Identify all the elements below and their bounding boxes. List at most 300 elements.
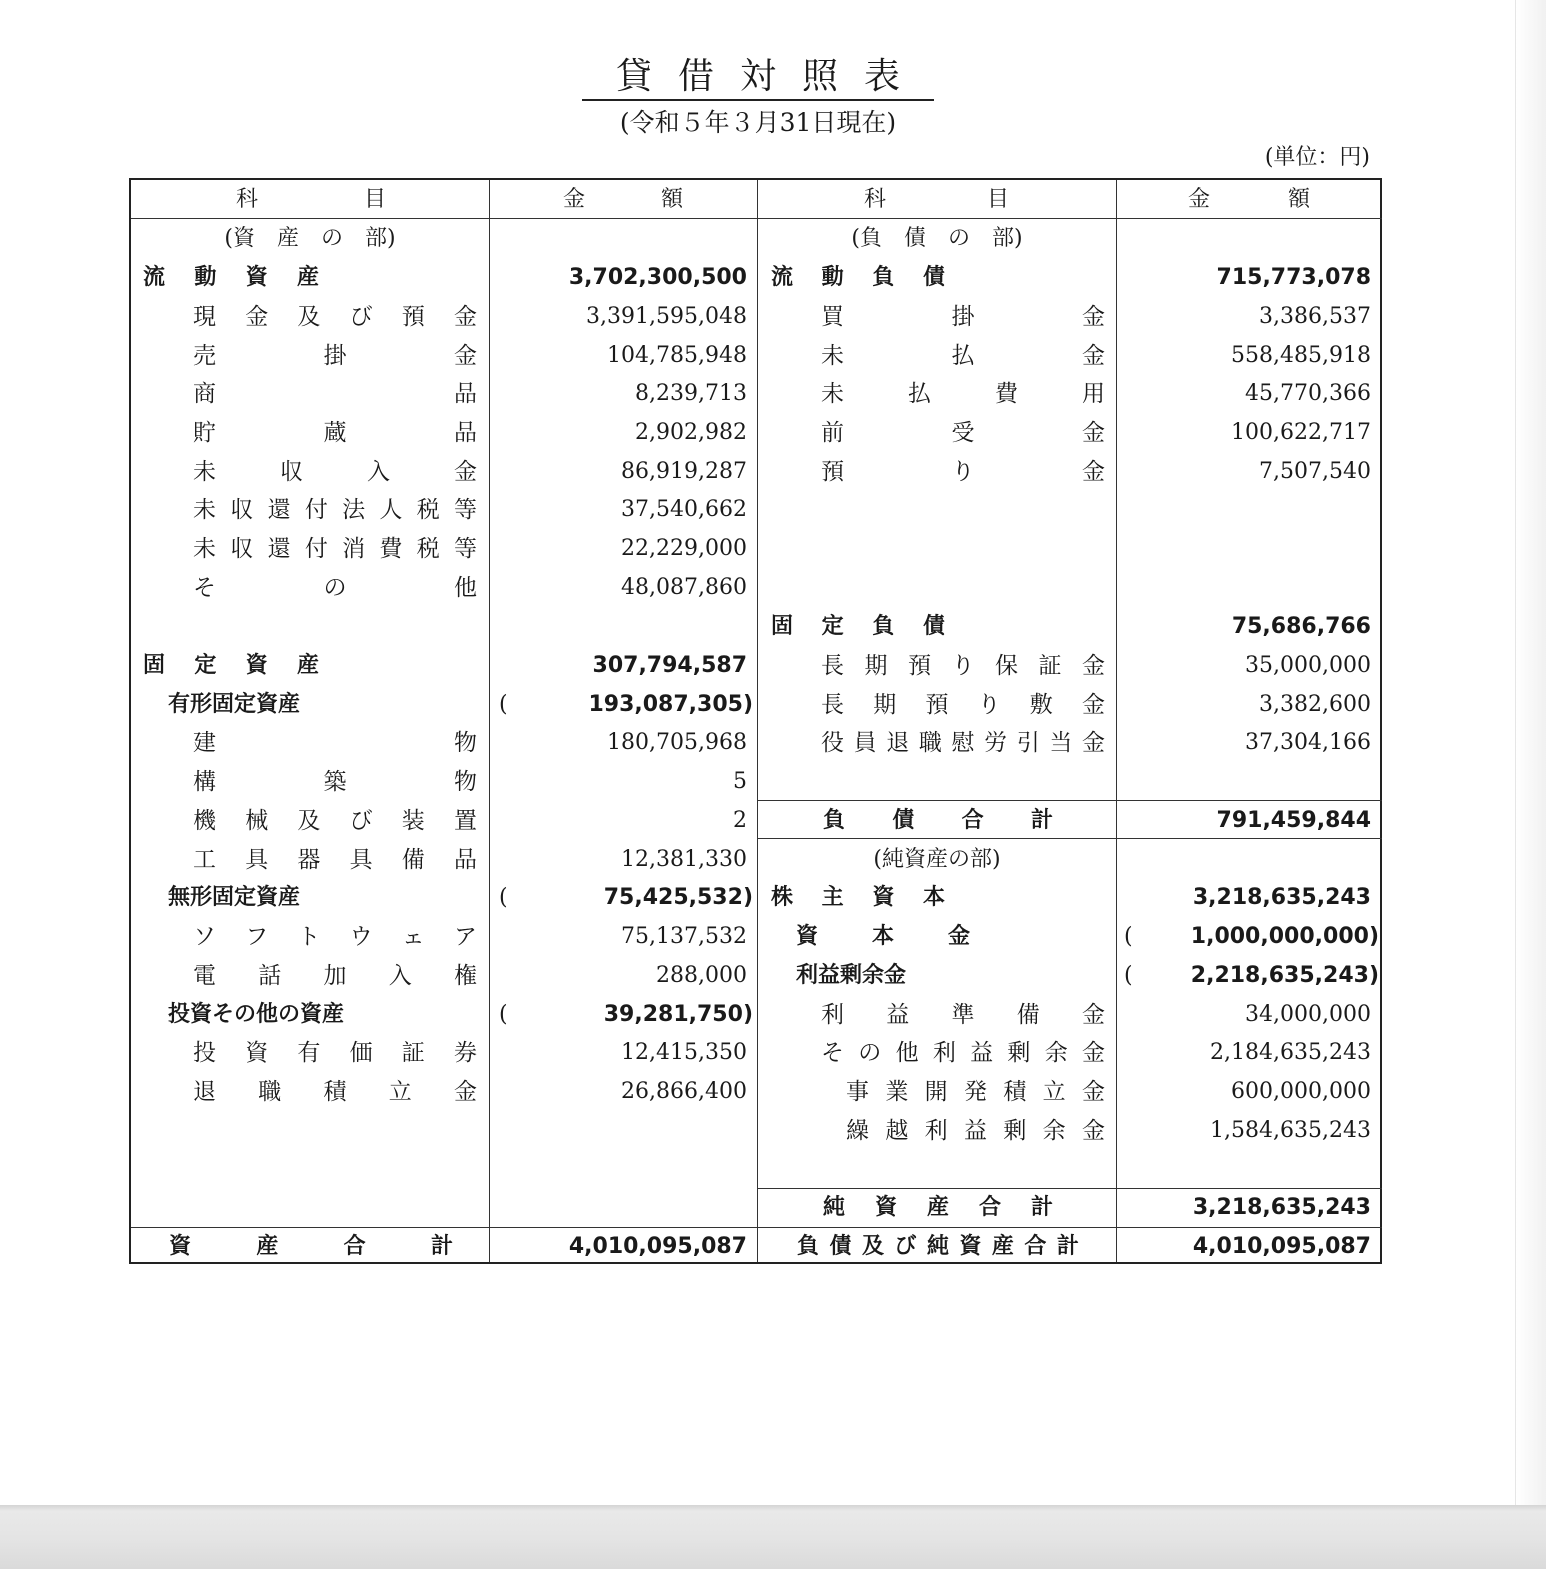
label-char: 敷 [1029, 692, 1053, 718]
asset-item-amount: 12,415,350 [621, 1040, 747, 1065]
asset-item-amount: 86,919,287 [621, 459, 747, 484]
col-header-amount-right [1188, 181, 1310, 219]
label-char: 資 [959, 1234, 982, 1259]
label-char: 利 [924, 1118, 948, 1144]
label-char: 債 [829, 1234, 852, 1259]
label-char: 産 [256, 1234, 279, 1259]
label-char: 付 [304, 536, 328, 562]
label-char: 株 [771, 885, 794, 910]
label-char: 業 [885, 1079, 909, 1105]
label-char: 掛 [951, 304, 975, 330]
equity-item-label [846, 1073, 1105, 1111]
equity-item-label [821, 1034, 1105, 1072]
asset-item-label [193, 375, 477, 413]
label-char: 収 [280, 459, 303, 485]
label-char: 益 [886, 1002, 910, 1028]
label-char: の [323, 575, 347, 601]
label-char: 建 [193, 730, 216, 756]
label-char: ト [297, 924, 321, 950]
retained-earnings-label: 利益剰余金 [796, 963, 907, 988]
label-char: 剰 [1007, 1040, 1031, 1066]
label-char: 準 [951, 1002, 975, 1028]
label-char: 流 [771, 265, 794, 290]
label-char: 預 [908, 653, 931, 679]
label-char: 金 [1081, 1040, 1105, 1066]
liability-item-label [821, 298, 1105, 336]
label-char: 純 [823, 1195, 846, 1220]
label-char: 科 [864, 187, 887, 212]
label-char: 金 [563, 187, 586, 212]
label-char: 資 [872, 885, 895, 910]
current-assets-amount: 3,702,300,500 [568, 265, 747, 290]
equity-item-amount: 1,584,635,243 [1210, 1118, 1371, 1143]
label-char: 資 [169, 1234, 192, 1259]
asset-item-label [193, 724, 477, 762]
liability-item-label [821, 375, 1105, 413]
current-assets-label [143, 259, 319, 297]
label-char: 預 [925, 692, 949, 718]
label-char: そ [821, 1040, 844, 1066]
current-liabilities-label [771, 259, 945, 297]
balance-sheet-table [129, 178, 1382, 1264]
label-char: 価 [349, 1040, 373, 1066]
fixed-liabilities-label [771, 608, 945, 646]
tangible-assets-amount: 193,087,305) [588, 692, 753, 717]
liability-item-amount: 100,622,717 [1231, 420, 1371, 445]
asset-item-label [193, 802, 477, 840]
label-char: 利 [821, 1002, 844, 1028]
liability-item-amount: 35,000,000 [1245, 653, 1371, 678]
assets-section-title: (資 産 の 部) [224, 226, 396, 251]
asset-item-amount: 8,239,713 [635, 381, 747, 406]
label-char: 預 [401, 304, 425, 330]
document-date: (令和５年３月31日現在) [619, 108, 897, 137]
asset-item-label [193, 569, 477, 607]
label-char: 主 [821, 885, 844, 910]
label-char: 動 [194, 265, 217, 290]
label-char: そ [193, 575, 216, 601]
label-char: 金 [1082, 459, 1105, 485]
label-char: 投 [193, 1040, 216, 1066]
label-char: 資 [245, 265, 268, 290]
label-char: 金 [1188, 187, 1211, 212]
label-char: 益 [970, 1040, 994, 1066]
label-char: 合 [961, 808, 984, 833]
label-char: 資 [245, 1040, 269, 1066]
label-char: 金 [1082, 653, 1105, 679]
label-char: 還 [267, 497, 291, 523]
col-divider-2 [757, 180, 758, 1262]
label-char: 慰 [951, 730, 975, 756]
intangible-assets-amount: 75,425,532) [603, 885, 753, 910]
label-char: 動 [821, 265, 844, 290]
label-char: 貯 [193, 420, 216, 446]
label-char: 構 [193, 769, 216, 795]
label-char: 科 [236, 187, 259, 212]
label-char: 築 [323, 769, 347, 795]
label-char: 債 [892, 808, 915, 833]
label-char: 負 [872, 614, 895, 639]
asset-item-label [193, 763, 477, 801]
investments-label: 投資その他の資産 [168, 1002, 345, 1027]
net-assets-total-amount: 3,218,635,243 [1192, 1195, 1371, 1220]
label-char: 収 [230, 536, 254, 562]
label-char: 入 [367, 459, 390, 485]
liabilities-total-label [823, 802, 1053, 840]
asset-item-label [193, 841, 477, 879]
label-char: 役 [821, 730, 844, 756]
label-char: 金 [454, 1079, 477, 1105]
label-char: 立 [1042, 1079, 1066, 1105]
label-char: 蔵 [323, 420, 347, 446]
label-char: り [977, 692, 1001, 718]
label-char: 器 [297, 847, 321, 873]
label-char: 積 [1003, 1079, 1027, 1105]
liabilities-section-title: (負 債 の 部) [851, 226, 1023, 251]
label-char: 人 [379, 497, 403, 523]
label-char: 金 [1082, 1002, 1105, 1028]
label-char: 金 [1081, 1118, 1105, 1144]
label-char: 証 [401, 1040, 425, 1066]
label-char: 及 [297, 808, 321, 834]
label-char: 費 [379, 536, 403, 562]
label-char: 越 [885, 1118, 909, 1144]
label-char: 金 [1081, 692, 1105, 718]
liability-item-label [821, 453, 1105, 491]
label-char: 産 [296, 653, 319, 678]
label-char: 産 [991, 1234, 1014, 1259]
col-header-item-right [864, 181, 1009, 219]
label-char: 合 [978, 1195, 1001, 1220]
label-char: 債 [922, 614, 945, 639]
label-char: 員 [853, 730, 877, 756]
label-char: 買 [821, 304, 844, 330]
asset-item-label [193, 491, 477, 529]
label-char: 引 [1016, 730, 1040, 756]
label-char: 当 [1049, 730, 1073, 756]
open-paren: ( [499, 1002, 508, 1027]
asset-item-label [193, 337, 477, 375]
asset-item-amount: 288,000 [656, 963, 747, 988]
liability-item-amount: 558,485,918 [1231, 343, 1371, 368]
asset-item-amount: 3,391,595,048 [586, 304, 747, 329]
asset-item-label [193, 298, 477, 336]
unit-label: (単位：円) [1264, 145, 1370, 170]
label-char: 物 [454, 769, 477, 795]
retained-earnings-amount: 2,218,635,243) [1190, 963, 1379, 988]
label-char: 未 [821, 343, 844, 369]
label-char: 額 [660, 187, 683, 212]
document-title: 貸借対照表 [582, 57, 934, 101]
capital-label [796, 918, 970, 956]
label-char: 品 [453, 847, 477, 873]
asset-item-amount: 180,705,968 [607, 730, 747, 755]
asset-item-amount: 104,785,948 [607, 343, 747, 368]
label-char: 固 [771, 614, 794, 639]
label-char: 積 [323, 1079, 347, 1105]
label-char: 定 [194, 653, 217, 678]
asset-item-label [193, 1034, 477, 1072]
liability-item-amount: 7,507,540 [1259, 459, 1371, 484]
label-char: 保 [995, 653, 1018, 679]
label-char: 長 [821, 653, 844, 679]
liabilities-total-amount: 791,459,844 [1216, 808, 1371, 833]
grand-total-amount: 4,010,095,087 [1192, 1234, 1371, 1259]
label-char: 計 [430, 1234, 453, 1259]
label-char: 払 [908, 381, 931, 407]
label-char: 産 [296, 265, 319, 290]
label-char: 合 [1024, 1234, 1047, 1259]
label-char: 装 [401, 808, 425, 834]
label-char: ェ [401, 924, 425, 950]
asset-item-amount: 37,540,662 [621, 497, 747, 522]
label-char: 売 [193, 343, 216, 369]
label-char: 固 [143, 653, 166, 678]
label-char: 職 [258, 1079, 282, 1105]
label-char: 開 [924, 1079, 948, 1105]
liabilities-total-top-rule [757, 800, 1382, 801]
label-char: 未 [193, 459, 216, 485]
label-char: 負 [823, 808, 846, 833]
label-char: 合 [343, 1234, 366, 1259]
label-char: 額 [1287, 187, 1310, 212]
assets-total-amount: 4,010,095,087 [568, 1234, 747, 1259]
label-char: 税 [416, 497, 440, 523]
net-assets-total-label [823, 1189, 1053, 1227]
label-char: 加 [323, 963, 347, 989]
asset-item-amount: 12,381,330 [621, 847, 747, 872]
label-char: 資 [245, 653, 268, 678]
label-char: び [349, 304, 373, 330]
liability-item-amount: 3,386,537 [1259, 304, 1371, 329]
label-char: フ [245, 924, 269, 950]
label-char: 消 [342, 536, 366, 562]
asset-item-label [193, 1073, 477, 1111]
col-divider-3 [1116, 180, 1117, 1262]
label-char: 品 [454, 381, 477, 407]
asset-item-amount: 48,087,860 [621, 575, 747, 600]
liability-item-label [821, 647, 1105, 685]
liability-item-amount: 45,770,366 [1245, 381, 1371, 406]
label-char: び [349, 808, 373, 834]
label-char: 税 [416, 536, 440, 562]
asset-item-label [193, 453, 477, 491]
label-char: ア [453, 924, 477, 950]
label-char: 入 [388, 963, 412, 989]
label-char: 具 [245, 847, 269, 873]
label-char: 商 [193, 381, 216, 407]
shareholders-equity-amount: 3,218,635,243 [1192, 885, 1371, 910]
label-char: 労 [984, 730, 1008, 756]
label-char: 長 [821, 692, 844, 718]
label-char: 金 [947, 924, 970, 949]
label-char: 及 [297, 304, 321, 330]
label-char: 収 [230, 497, 254, 523]
open-paren: ( [1124, 963, 1133, 988]
shareholders-equity-label [771, 879, 945, 917]
label-char: 純 [926, 1234, 949, 1259]
investments-amount: 39,281,750) [603, 1002, 753, 1027]
liability-item-label [821, 414, 1105, 452]
label-char: 等 [453, 536, 477, 562]
label-char: 金 [1082, 420, 1105, 446]
label-char: 益 [963, 1118, 987, 1144]
asset-item-label [193, 957, 477, 995]
equity-item-amount: 2,184,635,243 [1210, 1040, 1371, 1065]
label-char: 利 [932, 1040, 956, 1066]
liability-item-amount: 37,304,166 [1245, 730, 1371, 755]
label-char: 事 [846, 1079, 869, 1105]
label-char: 置 [453, 808, 477, 834]
label-char: 余 [1044, 1040, 1068, 1066]
label-char: 券 [453, 1040, 477, 1066]
liability-item-label [821, 686, 1105, 724]
tangible-assets-label: 有形固定資産 [168, 692, 301, 717]
label-char: 払 [951, 343, 975, 369]
label-char: 還 [267, 536, 291, 562]
label-char: 他 [454, 575, 477, 601]
label-char: 具 [349, 847, 373, 873]
net-assets-section-title: (純資産の部) [873, 847, 1001, 872]
label-char: 預 [821, 459, 844, 485]
label-char: 負 [797, 1234, 820, 1259]
label-char: 目 [363, 187, 386, 212]
label-char: 金 [1081, 1079, 1105, 1105]
equity-item-label [821, 996, 1105, 1034]
label-char: 退 [886, 730, 910, 756]
page-edge [1515, 0, 1546, 1505]
assets-total-label [169, 1228, 453, 1266]
asset-item-amount: 26,866,400 [621, 1079, 747, 1104]
label-char: ソ [193, 924, 216, 950]
asset-item-amount: 22,229,000 [621, 536, 747, 561]
label-char: 備 [1016, 1002, 1040, 1028]
label-char: 話 [258, 963, 282, 989]
label-char: 有 [297, 1040, 321, 1066]
col-header-item-left [236, 181, 386, 219]
asset-item-label [193, 414, 477, 452]
label-char: 本 [922, 885, 945, 910]
label-char: 法 [342, 497, 366, 523]
label-char: 立 [388, 1079, 412, 1105]
label-char: 目 [986, 187, 1009, 212]
label-char: 品 [454, 420, 477, 446]
label-char: 電 [193, 963, 216, 989]
label-char: 工 [193, 847, 216, 873]
equity-item-label [846, 1112, 1105, 1150]
label-char: 及 [861, 1234, 884, 1259]
label-char: 受 [951, 420, 975, 446]
label-char: 金 [1082, 304, 1105, 330]
label-char: り [951, 459, 975, 485]
label-char: 金 [454, 343, 477, 369]
fixed-liabilities-amount: 75,686,766 [1231, 614, 1371, 639]
equity-item-amount: 34,000,000 [1245, 1002, 1371, 1027]
asset-item-amount: 2 [733, 808, 747, 833]
label-char: 資 [874, 1195, 897, 1220]
label-char: 本 [871, 924, 894, 949]
label-char: 費 [995, 381, 1018, 407]
label-char: 掛 [323, 343, 347, 369]
label-char: 機 [193, 808, 216, 834]
open-paren: ( [499, 885, 508, 910]
label-char: 金 [454, 459, 477, 485]
label-char: 等 [453, 497, 477, 523]
label-char: 職 [918, 730, 942, 756]
asset-item-amount: 75,137,532 [621, 924, 747, 949]
label-char: 期 [864, 653, 888, 679]
label-char: 金 [245, 304, 269, 330]
label-char: 剰 [1003, 1118, 1027, 1144]
label-char: 発 [963, 1079, 987, 1105]
label-char: 余 [1042, 1118, 1066, 1144]
label-char: 備 [401, 847, 425, 873]
asset-item-label [193, 918, 477, 956]
label-char: 証 [1038, 653, 1062, 679]
label-char: 未 [193, 536, 216, 562]
label-char: 期 [873, 692, 897, 718]
col-divider-1 [489, 180, 490, 1262]
label-char: 他 [895, 1040, 919, 1066]
label-char: 資 [796, 924, 819, 949]
label-char: 繰 [846, 1118, 869, 1144]
label-char: り [951, 653, 975, 679]
col-header-amount-left [563, 181, 683, 219]
label-char: 退 [193, 1079, 216, 1105]
fixed-assets-label [143, 647, 319, 685]
equity-item-amount: 600,000,000 [1231, 1079, 1371, 1104]
liability-item-label [821, 337, 1105, 375]
viewer-bottom-bar [0, 1505, 1546, 1569]
label-char: 付 [304, 497, 328, 523]
label-char: ウ [349, 924, 373, 950]
open-paren: ( [499, 692, 508, 717]
liability-item-label [821, 724, 1105, 762]
label-char: 計 [1056, 1234, 1079, 1259]
label-char: 金 [453, 304, 477, 330]
label-char: 計 [1030, 808, 1053, 833]
label-char: 現 [193, 304, 216, 330]
label-char: の [858, 1040, 882, 1066]
label-char: 物 [454, 730, 477, 756]
label-char: 械 [245, 808, 269, 834]
label-char: 負 [872, 265, 895, 290]
liability-item-amount: 3,382,600 [1259, 692, 1371, 717]
grand-total-label [797, 1228, 1079, 1266]
fixed-assets-amount: 307,794,587 [592, 653, 747, 678]
current-liabilities-amount: 715,773,078 [1216, 265, 1371, 290]
asset-item-label [193, 530, 477, 568]
capital-amount: 1,000,000,000) [1190, 924, 1379, 949]
asset-item-amount: 2,902,982 [635, 420, 747, 445]
label-char: 産 [926, 1195, 949, 1220]
label-char: 金 [1082, 730, 1105, 756]
label-char: 未 [821, 381, 844, 407]
label-char: 用 [1082, 381, 1105, 407]
intangible-assets-label: 無形固定資産 [168, 885, 301, 910]
label-char: 計 [1030, 1195, 1053, 1220]
label-char: 流 [143, 265, 166, 290]
label-char: 権 [454, 963, 477, 989]
label-char: 債 [922, 265, 945, 290]
label-char: 未 [193, 497, 216, 523]
label-char: び [894, 1234, 917, 1259]
label-char: 金 [1082, 343, 1105, 369]
label-char: 定 [821, 614, 844, 639]
asset-item-amount: 5 [733, 769, 747, 794]
label-char: 前 [821, 420, 844, 446]
open-paren: ( [1124, 924, 1133, 949]
